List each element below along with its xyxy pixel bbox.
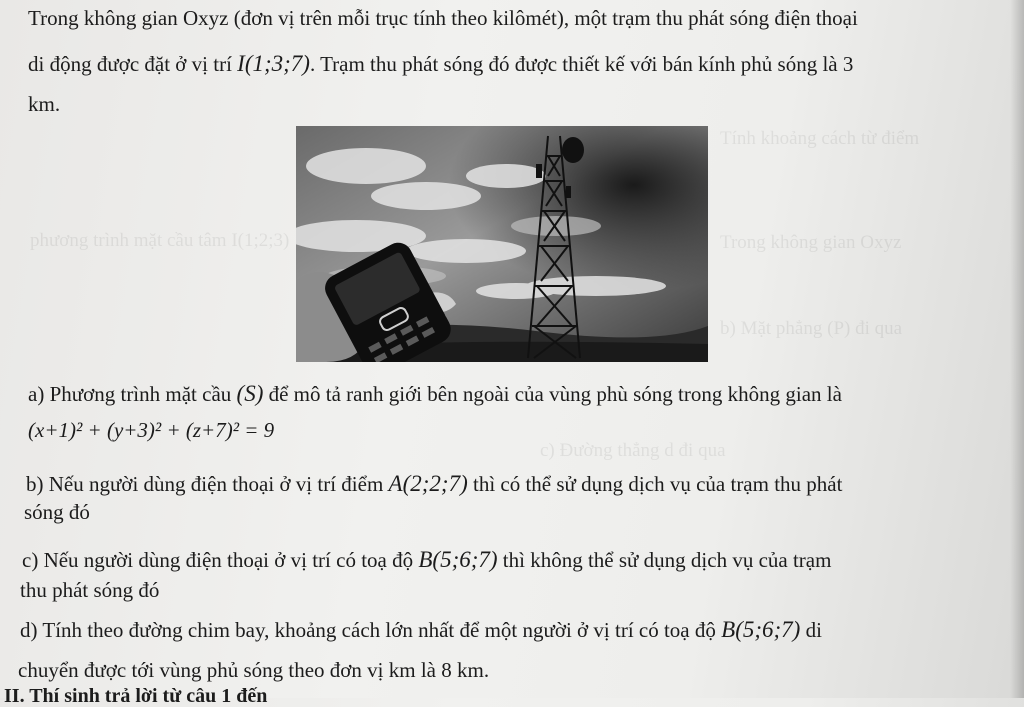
statement-b-text: thì có thể sử dụng dịch vụ của trạm thu phát: [467, 472, 843, 496]
cell-tower-photo: [296, 126, 708, 362]
sphere-s: (S): [236, 381, 264, 406]
point-a: A(2;2;7): [388, 471, 468, 496]
statement-b-text: b) Nếu người dùng điện thoại ở vị trí điểm: [26, 472, 389, 496]
statement-d-line-2: chuyển được tới vùng phủ sóng theo đơn vị km là 8 km.: [18, 658, 490, 682]
statement-d-text: d) Tính theo đường chim bay, khoảng cách lớn nhất để một người ở vị trí có toạ độ: [20, 618, 722, 642]
point-b: B(5;6;7): [721, 617, 801, 642]
sphere-equation: (x+1)² + (y+3)² + (z+7)² = 9: [28, 418, 275, 442]
statement-c-line-1: [22, 548, 831, 571]
intro-text: . Trạm thu phát sóng đó được thiết kế với bán kính phủ sóng là 3: [309, 52, 854, 76]
bleed-through-text: Tính khoảng cách từ điểm: [720, 128, 920, 149]
statement-a-text: để mô tả ranh giới bên ngoài của vùng phù sóng trong không gian là: [263, 382, 842, 406]
statement-d-text: di: [800, 618, 822, 642]
statement-c-text: c) Nếu người dùng điện thoại ở vị trí có toạ độ: [22, 548, 419, 572]
statement-d-line-1: [20, 618, 822, 641]
intro-text: di động được đặt ở vị trí: [28, 52, 238, 76]
statement-c-text: thì không thể sử dụng dịch vụ của trạm: [497, 548, 832, 572]
intro-line-3: km.: [28, 92, 61, 116]
statement-a-line-1: [28, 382, 842, 405]
statement-b-line-2: sóng đó: [24, 500, 90, 524]
statement-a-text: a) Phương trình mặt cầu: [28, 382, 237, 406]
bleed-through-text: c) Đường thẳng d đi qua: [540, 440, 726, 461]
section-heading: II. Thí sinh trả lời từ câu 1 đến: [4, 685, 268, 707]
point-b: B(5;6;7): [418, 547, 498, 572]
bleed-through-text: b) Mặt phẳng (P) đi qua: [720, 318, 903, 339]
point-i: I(1;3;7): [237, 51, 310, 76]
statement-b-line-1: [26, 472, 842, 495]
page-edge-shadow: [1010, 0, 1024, 698]
statement-c-line-2: thu phát sóng đó: [20, 578, 160, 602]
intro-line-1: Trong không gian Oxyz (đơn vị trên mỗi trục tính theo kilômét), một trạm thu phát sóng điện thoại: [28, 6, 858, 30]
bleed-through-text: phương trình mặt cầu tâm I(1;2;3): [30, 230, 290, 251]
intro-line-2: [28, 52, 853, 75]
bleed-through-text: Trong không gian Oxyz: [720, 232, 902, 253]
